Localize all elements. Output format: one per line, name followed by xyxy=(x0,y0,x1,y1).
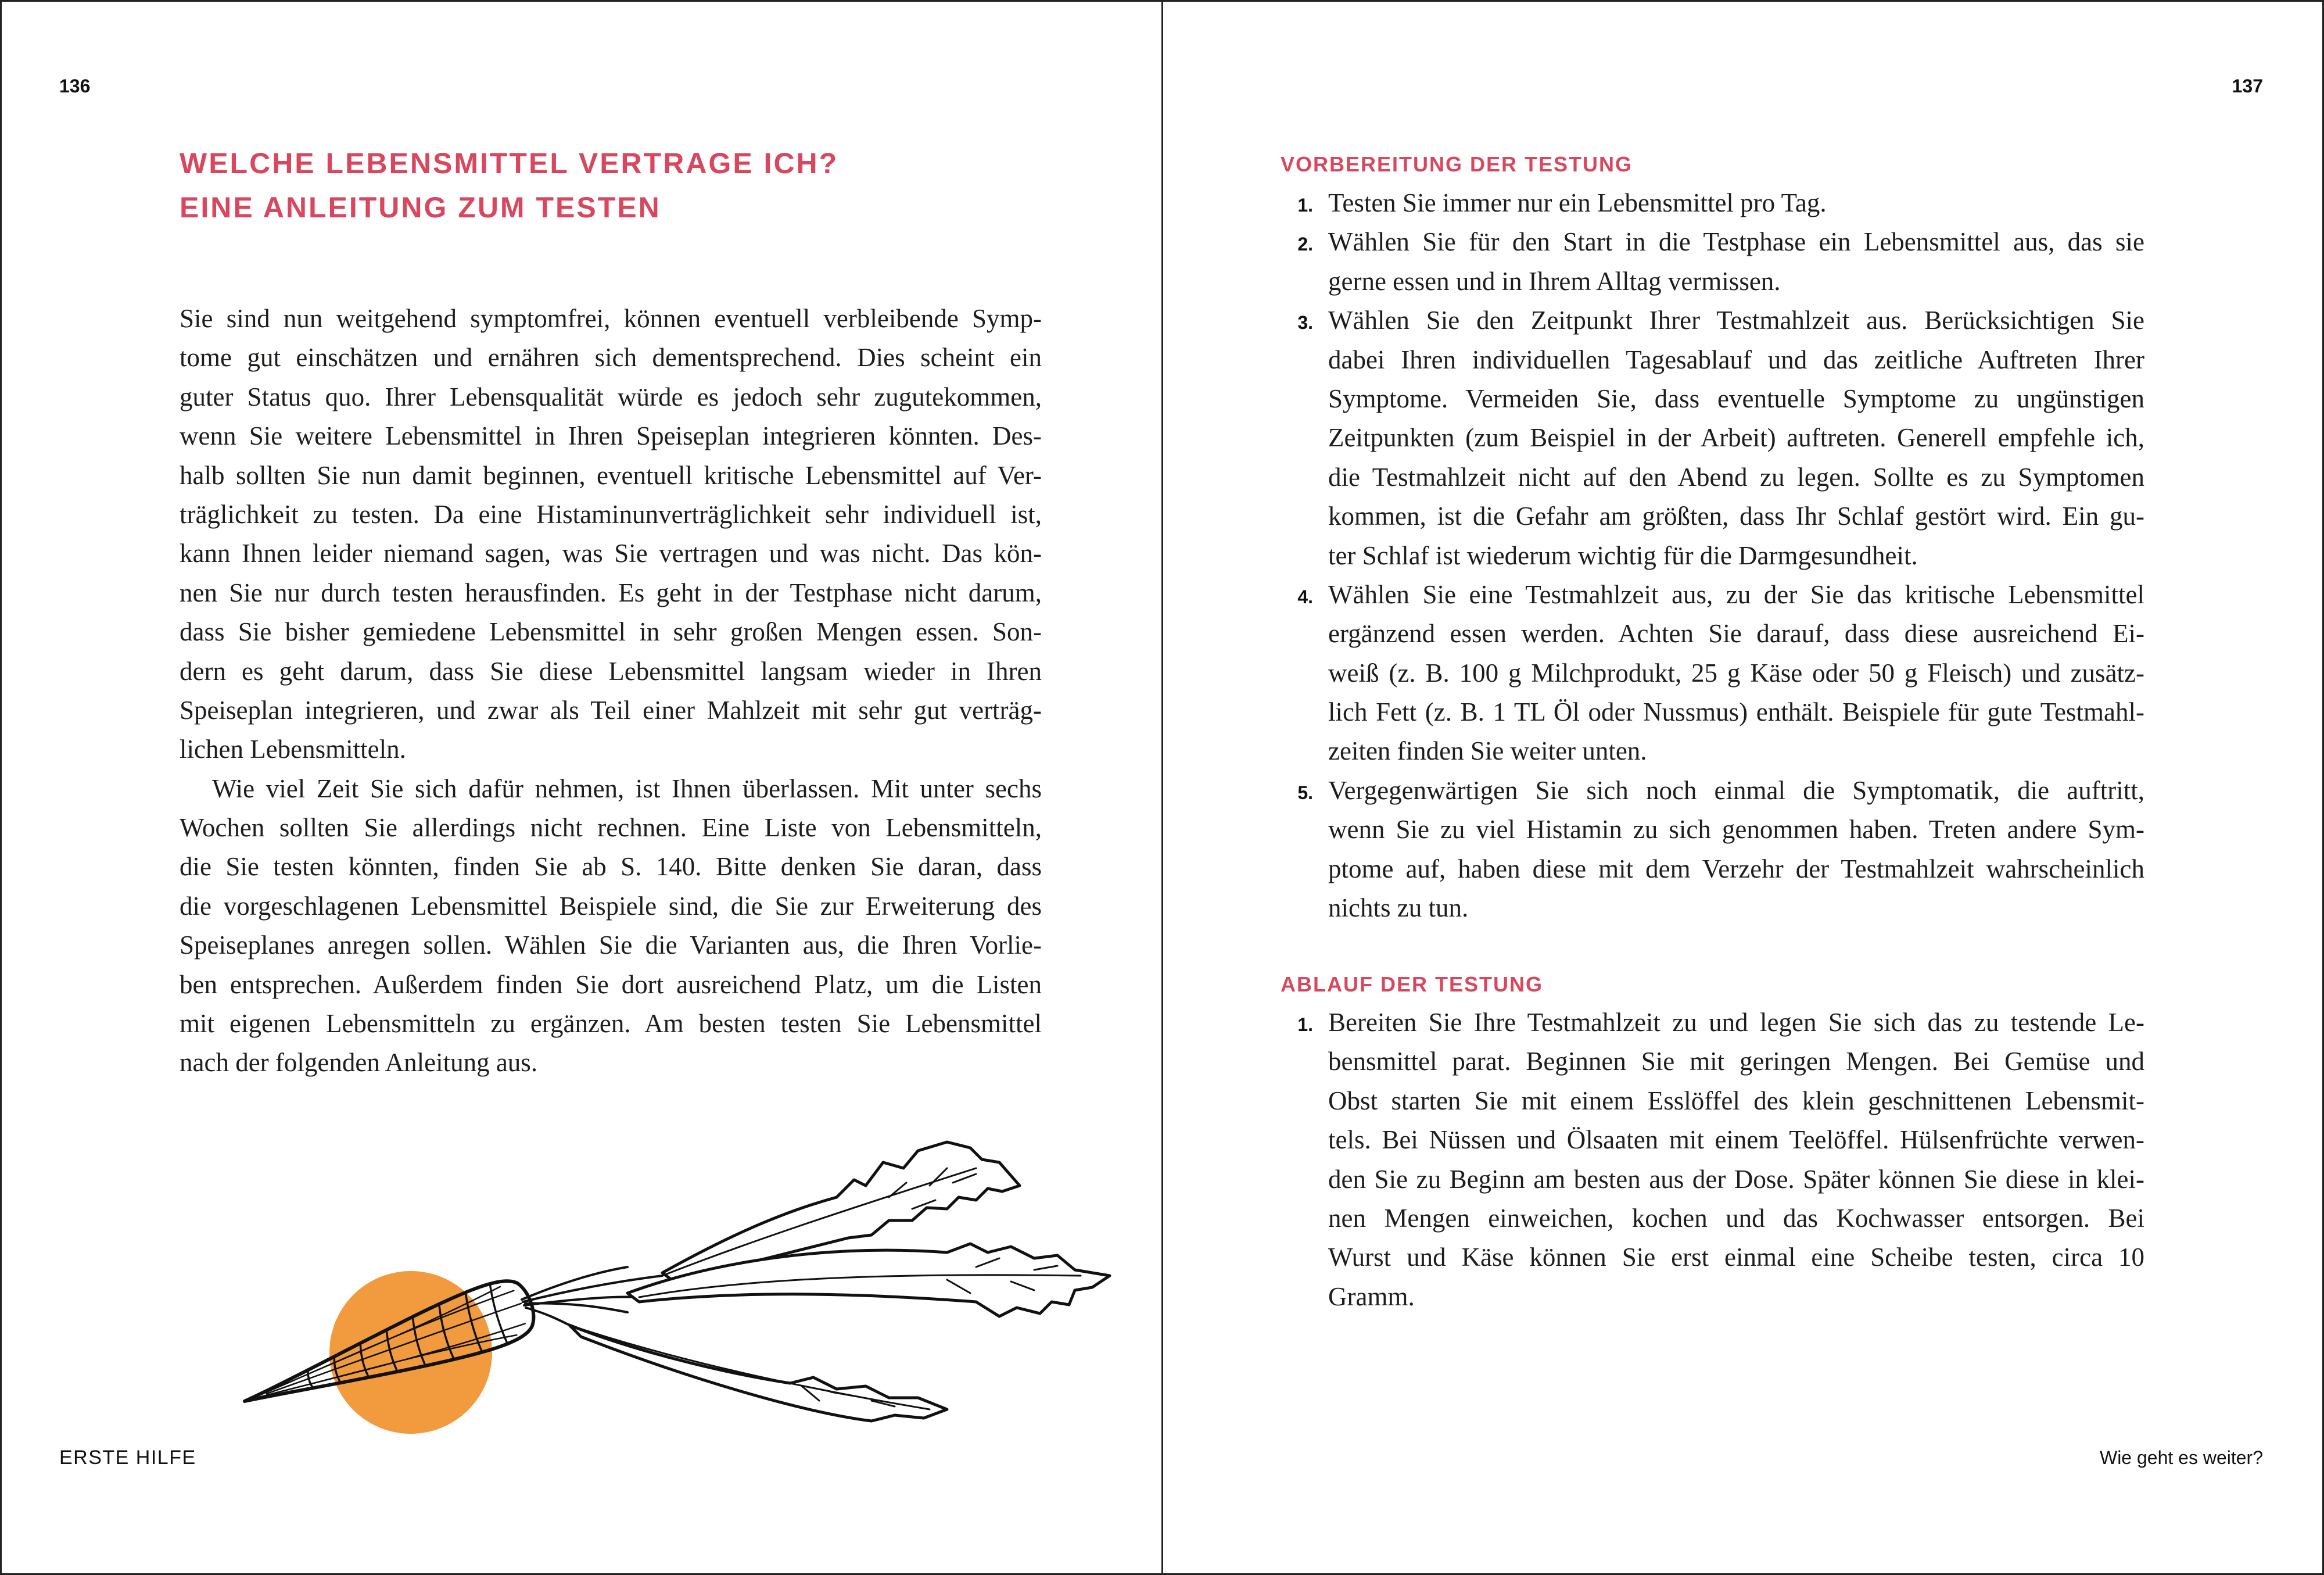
right-page xyxy=(1162,0,2324,1575)
text-line: Wochen sollten Sie allerdings nicht rechnen. Eine Liste von Lebensmitteln, xyxy=(180,813,1042,843)
text-line: kommen, ist die Gefahr am größten, dass Ihr Schlaf gestört wird. Ein gu- xyxy=(1328,502,2144,531)
text-line: gerne essen und in Ihrem Alltag vermissen. xyxy=(1328,266,1781,296)
paragraph xyxy=(180,299,1042,769)
text-line: dabei Ihren individuellen Tagesablauf und das zeitliche Auftreten Ihrer xyxy=(1328,345,2144,374)
text-line: nen Sie nur durch testen herausfinden. Es geht in der Testphase nicht darum, xyxy=(180,578,1042,607)
list-number: 2. xyxy=(1297,234,1313,255)
text-line: lichen Lebensmitteln. xyxy=(180,735,406,764)
text-line: wenn Sie zu viel Histamin zu sich genommen haben. Treten andere Sym- xyxy=(1328,815,2144,844)
text-line: Speiseplanes anregen sollen. Wählen Sie die Varianten aus, die Ihren Vorlie- xyxy=(180,930,1042,960)
text-line: dern es geht darum, dass Sie diese Lebensmittel langsam wieder in Ihren xyxy=(180,656,1042,686)
text-line: Wählen Sie für den Start in die Testphase ein Lebensmittel aus, das sie xyxy=(1328,227,2144,257)
section-heading: VORBEREITUNG DER TESTUNG xyxy=(1281,152,1633,176)
text-line: wenn Sie weitere Lebensmittel in Ihren Speiseplan integrieren könnten. Des- xyxy=(180,421,1042,451)
running-footer: Wie geht es weiter? xyxy=(2099,1447,2263,1468)
text-line: die Sie testen könnten, finden Sie ab S. 140. Bitte denken Sie daran, dass xyxy=(180,852,1042,882)
page-gutter-rule xyxy=(1161,0,1163,1575)
chapter-heading xyxy=(180,141,838,230)
running-footer: ERSTE HILFE xyxy=(59,1447,196,1469)
text-line: guter Status quo. Ihrer Lebensqualität würde es jedoch sehr zugutekommen, xyxy=(180,382,1042,411)
text-line: Gramm. xyxy=(1328,1282,1415,1311)
list-number: 3. xyxy=(1297,312,1313,334)
text-line: die vorgeschlagenen Lebensmittel Beispiele sind, die Sie zur Erweiterung des xyxy=(180,891,1042,921)
page-number: 137 xyxy=(2232,76,2263,96)
list-item xyxy=(1297,184,2144,223)
list-item xyxy=(1297,301,2144,575)
text-line: Zeitpunkten (zum Beispiel in der Arbeit) auftreten. Generell empfehle ich, xyxy=(1328,423,2144,453)
text-line: Wie viel Zeit Sie sich dafür nehmen, ist Ihnen überlassen. Mit unter sechs xyxy=(212,774,1042,803)
text-line: Wurst und Käse können Sie erst einmal eine Scheibe testen, circa 10 xyxy=(1328,1243,2144,1272)
carrot-illustration xyxy=(221,1127,1127,1453)
text-line: mit eigenen Lebensmitteln zu ergänzen. Am besten testen Sie Lebensmittel xyxy=(180,1009,1042,1039)
text-line: kann Ihnen leider niemand sagen, was Sie vertragen und was nicht. Das kön- xyxy=(180,539,1042,568)
text-line: nen Mengen einweichen, kochen und das Kochwasser entsorgen. Bei xyxy=(1328,1203,2144,1233)
list-number: 1. xyxy=(1297,195,1313,216)
text-line: tome gut einschätzen und ernähren sich dementsprechend. Dies scheint ein xyxy=(180,343,1042,373)
leaf-lower xyxy=(569,1325,947,1421)
text-line: halb sollten Sie nun damit beginnen, eventuell kritische Lebensmittel auf Ver- xyxy=(180,460,1042,490)
text-line: Wählen Sie den Zeitpunkt Ihrer Testmahlzeit aus. Berücksichtigen Sie xyxy=(1328,306,2144,335)
text-line: Symptome. Vermeiden Sie, dass eventuelle Symptome zu ungünstigen xyxy=(1328,384,2144,413)
paragraph xyxy=(180,769,1042,1083)
text-line: nach der folgenden Anleitung aus. xyxy=(180,1048,538,1078)
list-item xyxy=(1297,1003,2144,1316)
text-line: ter Schlaf ist wiederum wichtig für die Darmgesundheit. xyxy=(1328,540,1918,570)
text-line: Sie sind nun weitgehend symptomfrei, können eventuell verbleibende Symp- xyxy=(180,304,1042,333)
text-line: die Testmahlzeit nicht auf den Abend zu legen. Sollte es zu Symptomen xyxy=(1328,462,2144,492)
body-text xyxy=(180,299,1042,1083)
list-item xyxy=(1297,575,2144,771)
list-number: 5. xyxy=(1297,782,1313,803)
text-line: Obst starten Sie mit einem Esslöffel des klein geschnittenen Lebensmit- xyxy=(1328,1086,2144,1115)
chapter-heading-line: WELCHE LEBENSMITTEL VERTRAGE ICH? xyxy=(180,147,839,180)
text-line: lich Fett (z. B. 1 TL Öl oder Nussmus) enthält. Beispiele für gute Testmahl- xyxy=(1328,697,2144,727)
list-item xyxy=(1297,771,2144,928)
text-line: Bereiten Sie Ihre Testmahlzeit zu und legen Sie sich das zu testende Le- xyxy=(1328,1008,2144,1037)
text-line: nichts zu tun. xyxy=(1328,893,1469,923)
orange-circle xyxy=(329,1271,492,1434)
section-heading: ABLAUF DER TESTUNG xyxy=(1281,972,1543,996)
text-line: bensmittel parat. Beginnen Sie mit geringen Mengen. Bei Gemüse und xyxy=(1328,1047,2144,1076)
numbered-list xyxy=(1297,1003,2144,1316)
text-line: den Sie zu Beginn am besten aus der Dose. Später können Sie diese in klei- xyxy=(1328,1164,2144,1194)
text-line: ergänzend essen werden. Achten Sie darauf, dass diese ausreichend Ei- xyxy=(1328,619,2144,649)
list-number: 4. xyxy=(1297,586,1313,607)
list-item xyxy=(1297,223,2144,301)
text-line: tels. Bei Nüssen und Ölsaaten mit einem Teelöffel. Hülsenfrüchte verwen- xyxy=(1328,1125,2144,1155)
carrot-leaves xyxy=(569,1142,1110,1421)
text-line: ben entsprechen. Außerdem finden Sie dort ausreichend Platz, um die Listen xyxy=(180,969,1042,999)
chapter-heading-line: EINE ANLEITUNG ZUM TESTEN xyxy=(180,191,661,224)
text-line: Testen Sie immer nur ein Lebensmittel pro Tag. xyxy=(1328,188,1827,217)
text-line: träglichkeit zu testen. Da eine Histaminunverträglichkeit sehr individuell ist, xyxy=(180,499,1042,529)
page-number: 136 xyxy=(59,76,91,96)
text-line: zeiten finden Sie weiter unten. xyxy=(1328,736,1647,766)
text-line: ptome auf, haben diese mit dem Verzehr der Testmahlzeit wahrscheinlich xyxy=(1328,854,2144,883)
list-number: 1. xyxy=(1297,1014,1313,1035)
text-line: weiß (z. B. 100 g Milchprodukt, 25 g Käse oder 50 g Fleisch) und zusätz- xyxy=(1328,658,2144,688)
text-line: dass Sie bisher gemiedene Lebensmittel in sehr großen Mengen essen. Son- xyxy=(180,617,1042,647)
text-line: Vergegenwärtigen Sie sich noch einmal die Symptomatik, die auftritt, xyxy=(1328,775,2144,805)
text-line: Wählen Sie eine Testmahlzeit aus, zu der Sie das kritische Lebensmittel xyxy=(1328,579,2144,609)
text-line: Speiseplan integrieren, und zwar als Teil einer Mahlzeit mit sehr gut verträg- xyxy=(180,695,1042,725)
numbered-list xyxy=(1297,184,2144,928)
